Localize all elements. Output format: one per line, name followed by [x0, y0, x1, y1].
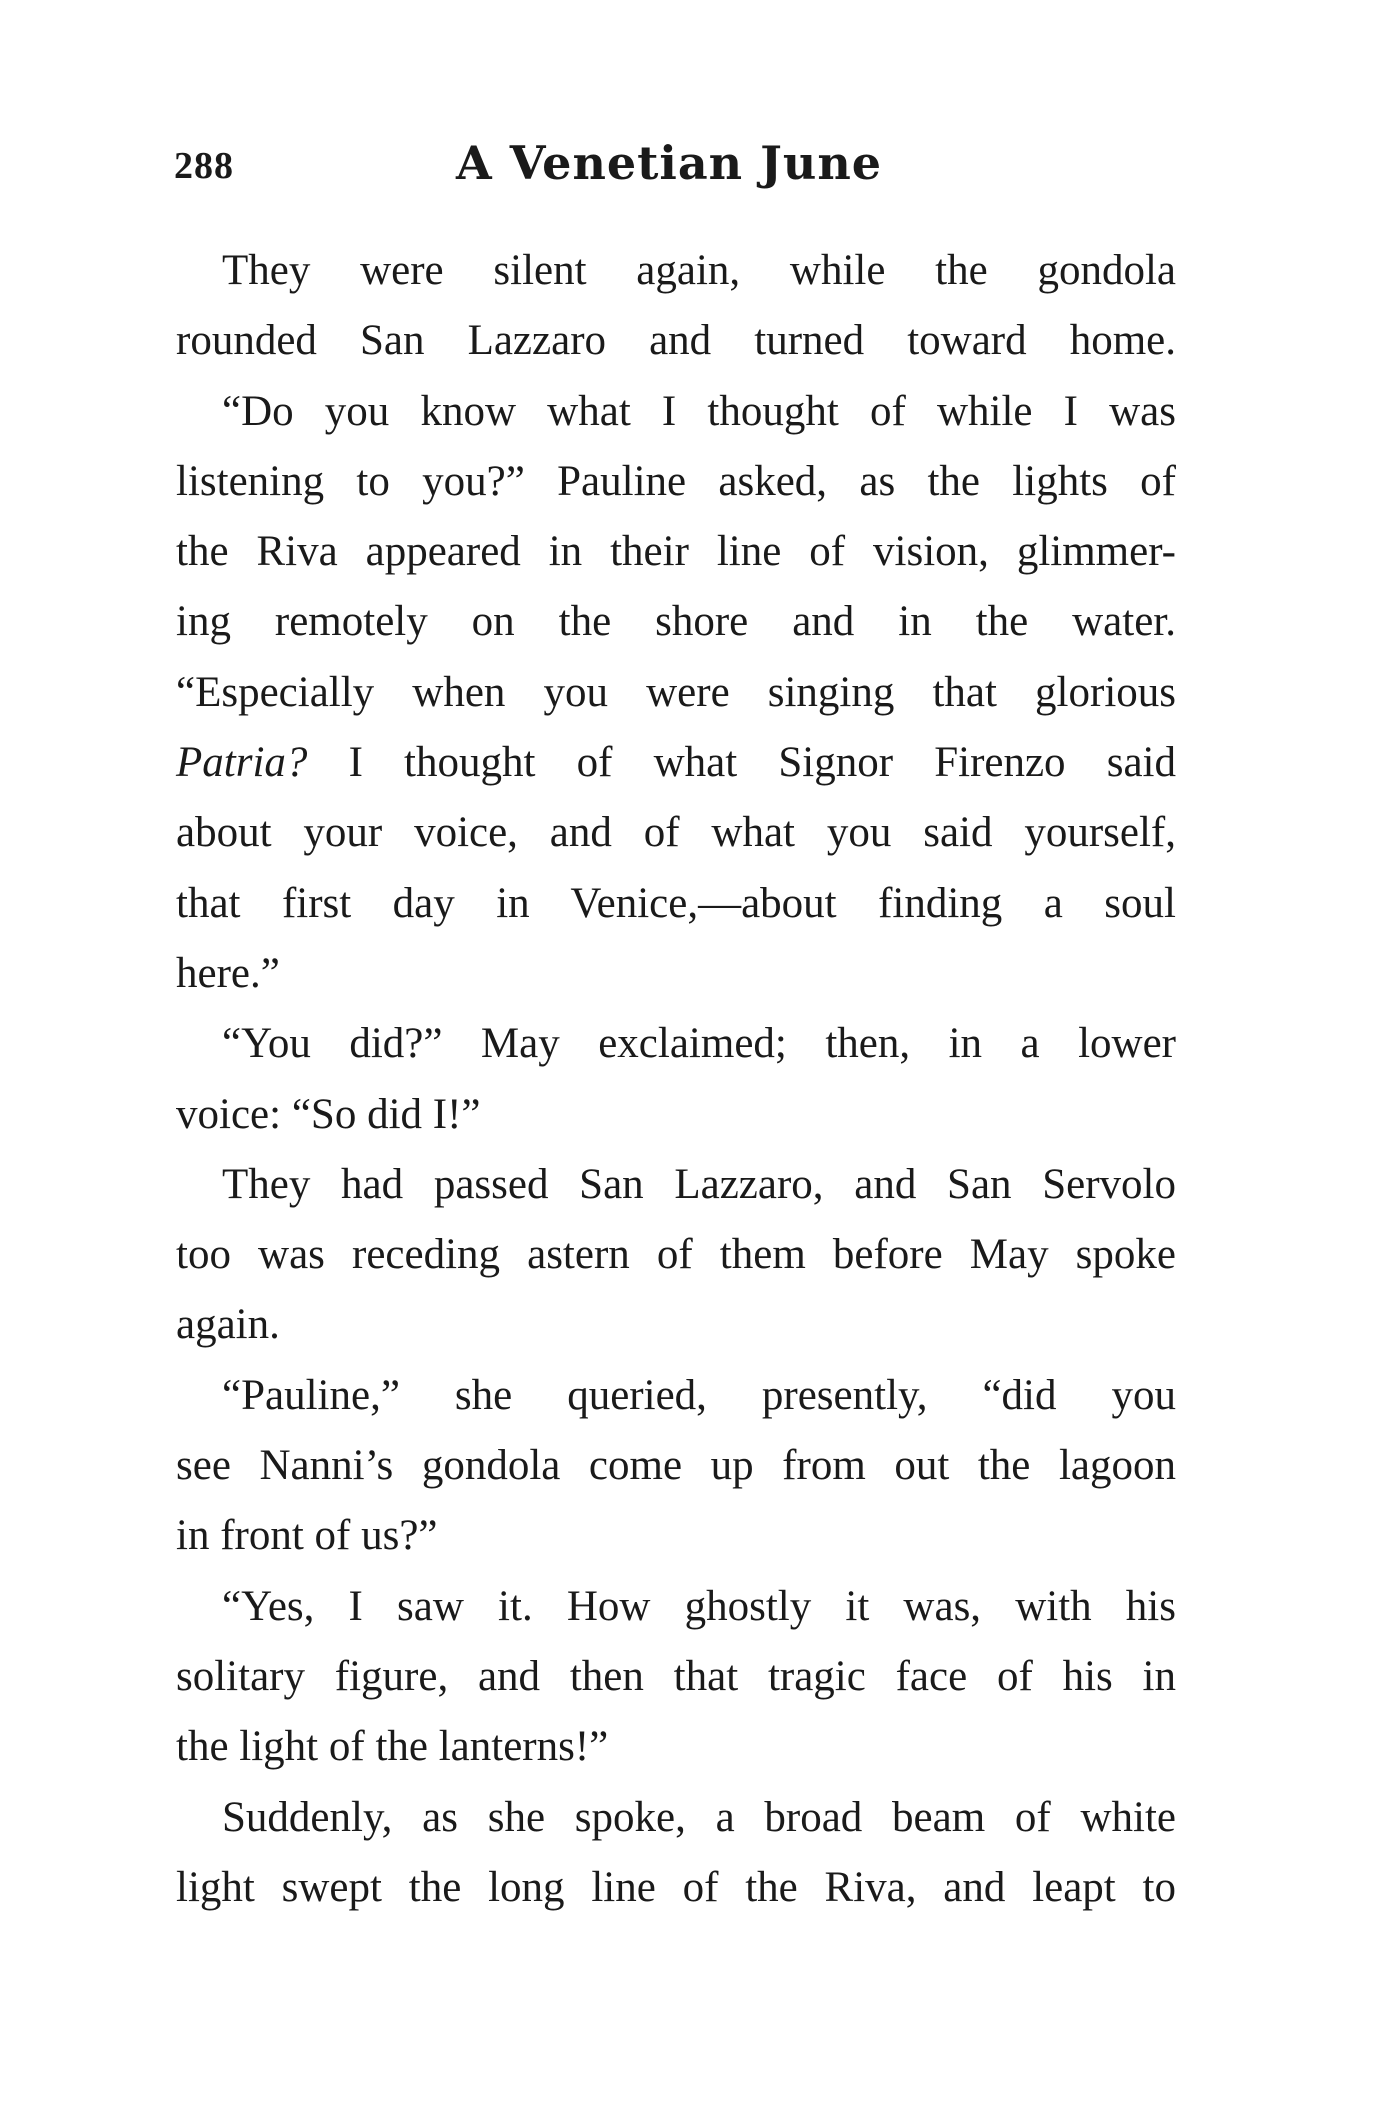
- page-number: 288: [174, 145, 234, 187]
- text-line: “Do you know what I thought of while I was: [222, 387, 1176, 435]
- text-line: that first day in Venice,—about finding a soul: [176, 879, 1176, 927]
- text-line: They had passed San Lazzaro, and San Servolo: [222, 1160, 1176, 1208]
- text-line: again.: [176, 1301, 280, 1349]
- text-line: see Nanni’s gondola come up from out the lagoon: [176, 1442, 1176, 1490]
- line-rest: I thought of what Signor Firenzo said: [307, 739, 1176, 787]
- text-line: here.”: [176, 949, 280, 997]
- text-line: the Riva appeared in their line of vision, glimmer-: [176, 528, 1176, 576]
- text-line: too was receding astern of them before May spoke: [176, 1231, 1176, 1279]
- text-line: “Pauline,” she queried, presently, “did you: [222, 1371, 1176, 1419]
- text-line: light swept the long line of the Riva, and leapt to: [176, 1863, 1176, 1911]
- text-line: “Especially when you were singing that glorious: [176, 668, 1176, 716]
- text-line: about your voice, and of what you said yourself,: [176, 809, 1176, 857]
- italic-word: Patria?: [176, 739, 308, 787]
- text-line: They were silent again, while the gondola: [222, 247, 1176, 294]
- text-line: ing remotely on the shore and in the water.: [176, 598, 1176, 646]
- running-title: A Venetian June: [456, 136, 883, 190]
- text-line: rounded San Lazzaro and turned toward home.: [176, 317, 1176, 365]
- running-head: [174, 136, 1174, 196]
- text-line: Suddenly, as she spoke, a broad beam of white: [222, 1793, 1176, 1841]
- text-line: “Yes, I saw it. How ghostly it was, with his: [222, 1582, 1176, 1630]
- body-text: [176, 236, 1176, 1923]
- text-line: “You did?” May exclaimed; then, in a lower: [222, 1020, 1176, 1068]
- text-line: solitary figure, and then that tragic face of his in: [176, 1652, 1176, 1700]
- text-line: the light of the lanterns!”: [176, 1723, 609, 1771]
- text-line: [176, 728, 1176, 798]
- text-line: voice: “So did I!”: [176, 1090, 481, 1138]
- text-line: in front of us?”: [176, 1512, 438, 1560]
- text-line: listening to you?” Pauline asked, as the lights of: [176, 457, 1176, 505]
